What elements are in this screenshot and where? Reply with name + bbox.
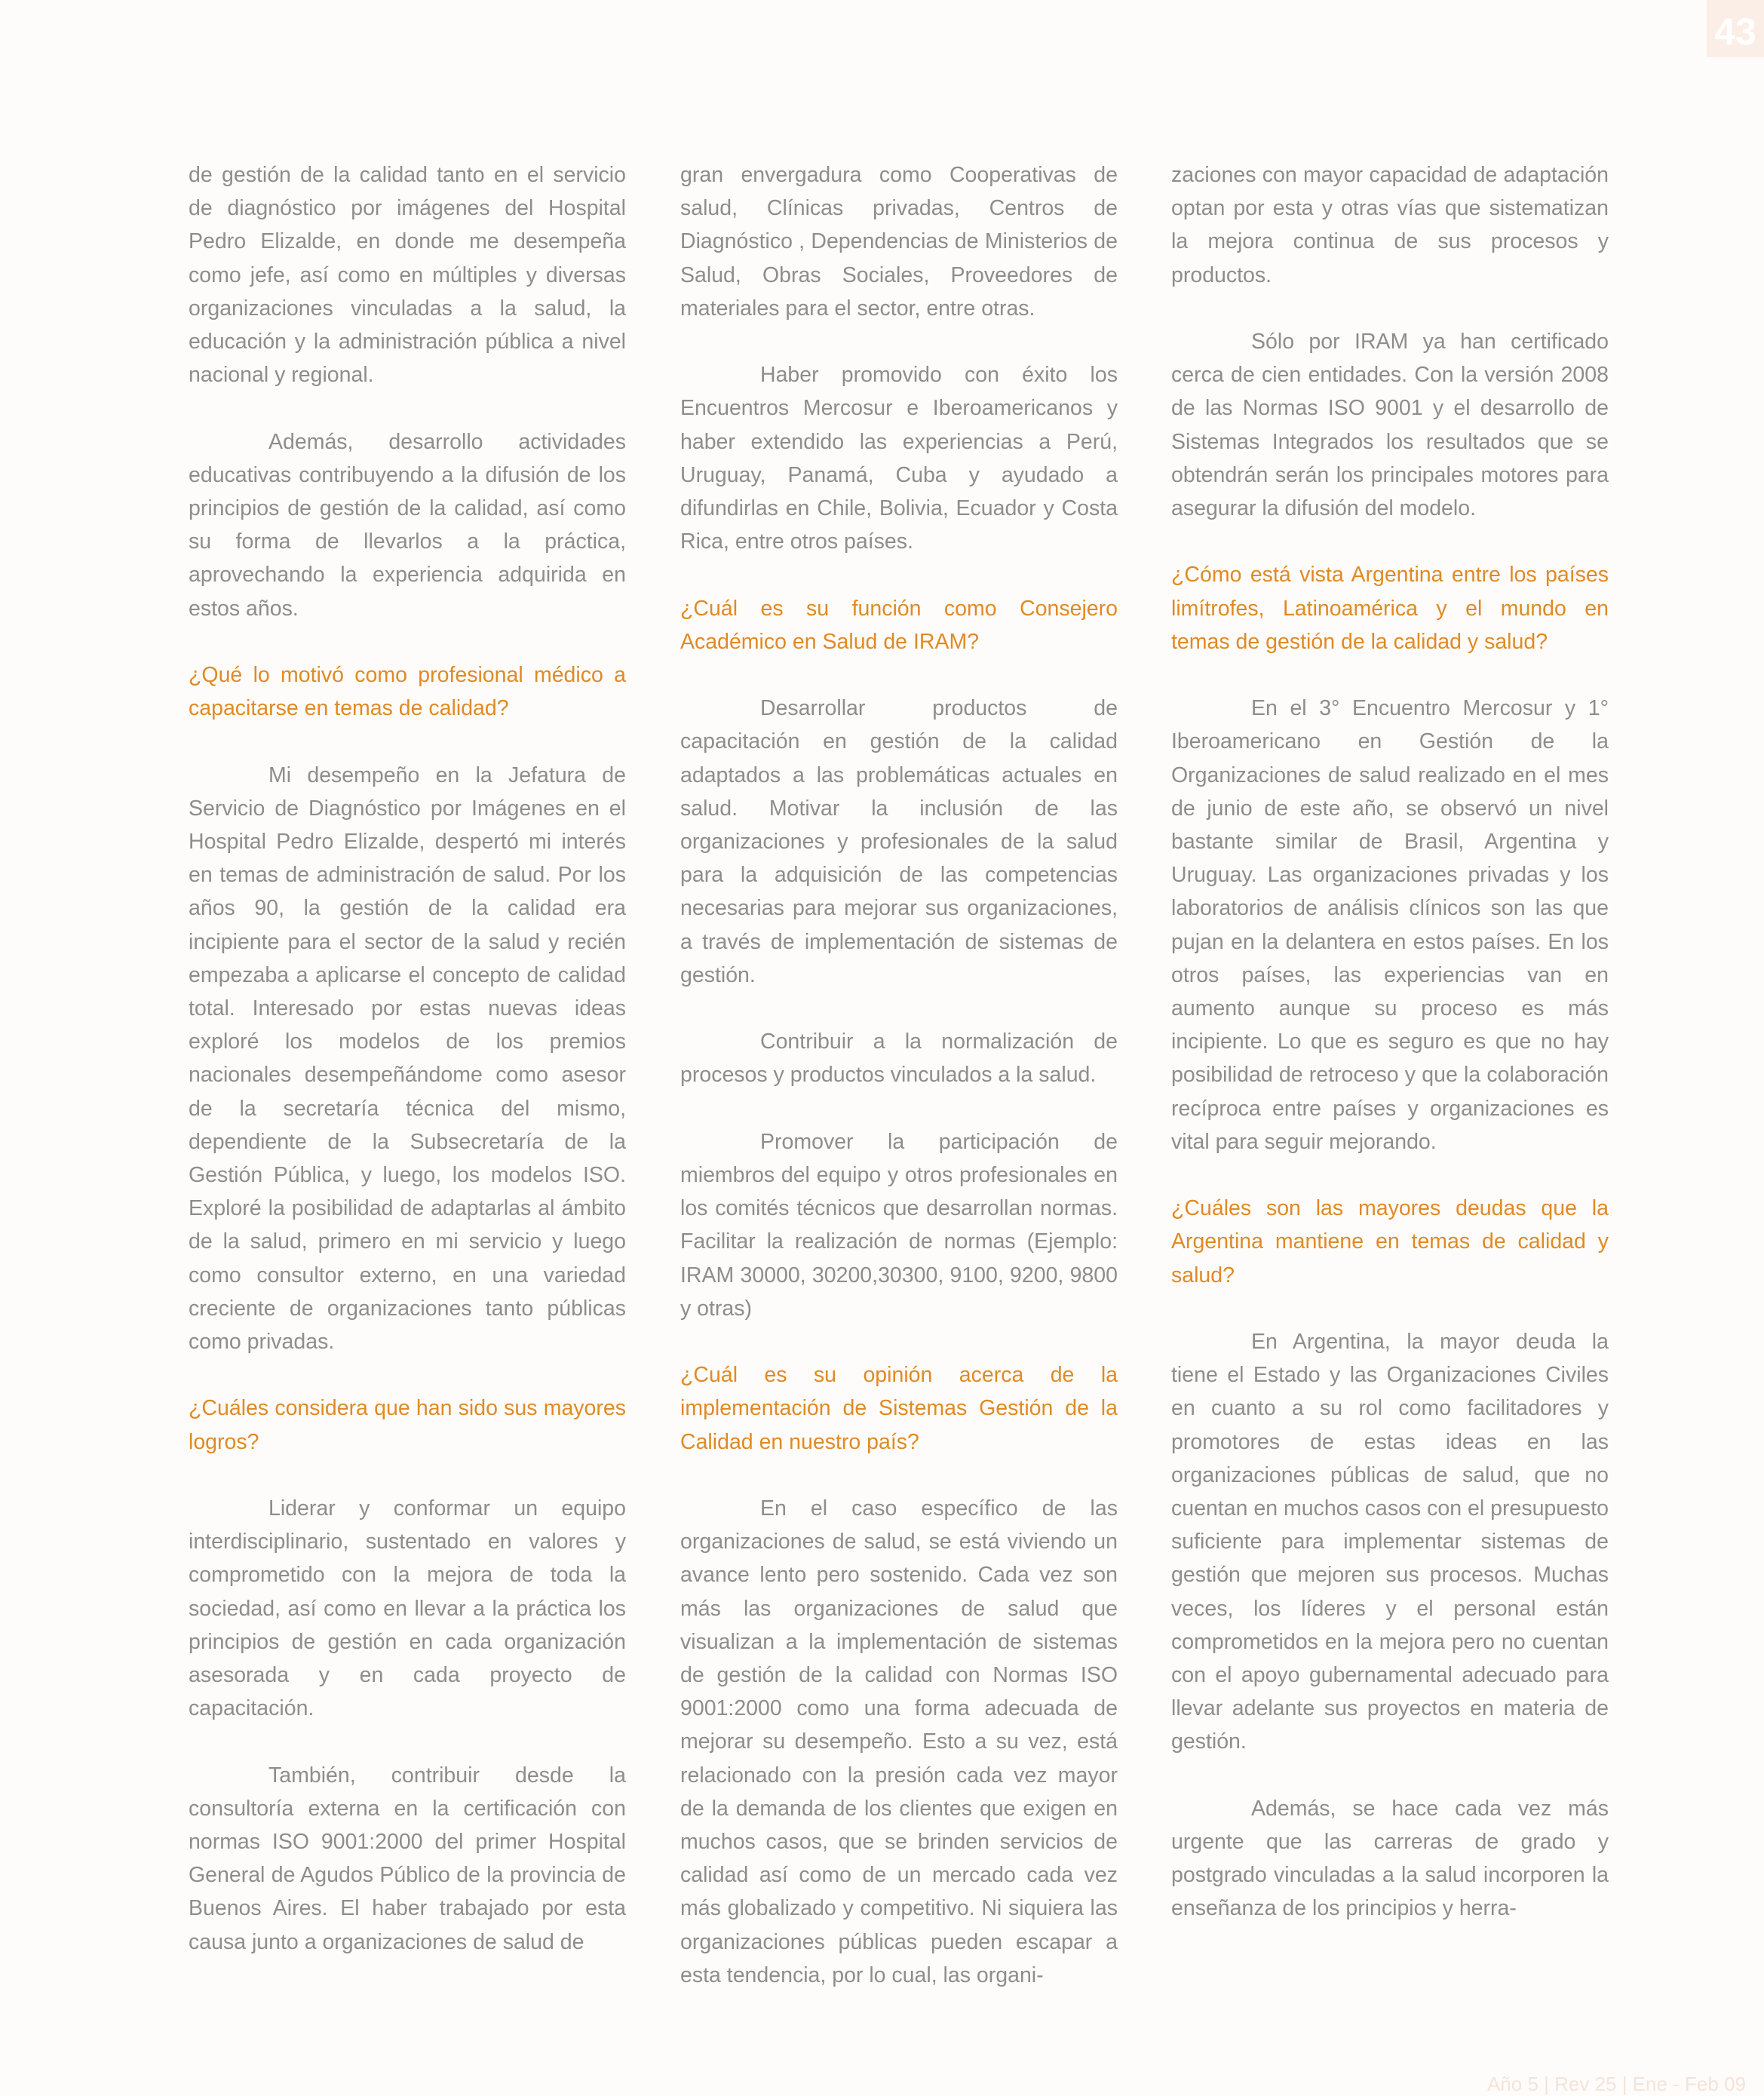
paragraph: Desarrollar productos de capacitación en gestión de la calidad adaptados a las problemáticas actuales en salud. Motivar la inclusión de las organizaciones y profesionales de la salud para la adquisición de las competencias necesarias para mejorar sus organizaciones, a través de implementación de sistemas de gestión.: [680, 696, 1118, 987]
paragraph: Sólo por IRAM ya han certificado cerca de cien entidades. Con la versión 2008 de las Normas ISO 9001 y el desarrollo de Sistemas Integrados los resultados que se obtendrán serán los principales motores para asegurar la difusión del modelo.: [1171, 330, 1609, 521]
paragraph: Haber promovido con éxito los Encuentros Mercosur e Iberoamericanos y haber extendido las experiencias a Perú, Uruguay, Panamá, Cuba y ayudado a difundirlas en Chile, Bolivia, Ecuador y Costa Rica, entre otros países.: [680, 363, 1118, 554]
paragraph: Promover la participación de miembros del equipo y otros profesionales en los comités técnicos que desarrollan normas. Facilitar la realización de normas (Ejemplo: IRAM 30000, 30200,30300, 9100, 9200, 9800 y otras): [680, 1129, 1118, 1321]
page-number: 43: [1707, 0, 1764, 57]
article-column-2: [680, 158, 1118, 2025]
paragraph: zaciones con mayor capacidad de adaptación optan por esta y otras vías que sistematizan la mejora continua de sus procesos y productos.: [1171, 163, 1609, 287]
interview-question: ¿Cuáles considera que han sido sus mayores logros?: [189, 1396, 626, 1454]
issue-footer: Año 5 | Rev 25 | Ene - Feb 09: [1486, 2073, 1746, 2095]
interview-question: ¿Cómo está vista Argentina entre los países limítrofes, Latinoamérica y el mundo en temas de gestión de la calidad y salud?: [1171, 563, 1609, 654]
paragraph: Además, se hace cada vez más urgente que las carreras de grado y postgrado vinculadas a la salud incorporen la enseñanza de los principios y herra-: [1171, 1796, 1609, 1921]
paragraph: gran envergadura como Cooperativas de salud, Clínicas privadas, Centros de Diagnóstico , Dependencias de Ministerios de Salud, Obras Sociales, Proveedores de materiales para el sector, entre otras.: [680, 163, 1118, 321]
paragraph: En el caso específico de las organizaciones de salud, se está viviendo un avance lento pero sostenido. Cada vez son más las organizaciones de salud que visualizan a la implementación de sistemas de gestión de la calidad con Normas ISO 9001:2000 como una forma adecuada de mejorar su desempeño. Esto a su vez, está relacionado con la presión cada vez mayor de la demanda de los clientes que exigen en muchos casos, que se brinden servicios de calidad así como de un mercado cada vez más globalizado y competitivo. Ni siquiera las organizaciones públicas pueden escapar a esta tendencia, por lo cual, las organi-: [680, 1496, 1118, 1987]
paragraph: Contribuir a la normalización de procesos y productos vinculados a la salud.: [680, 1030, 1118, 1088]
paragraph: Liderar y conformar un equipo interdisciplinario, sustentado en valores y comprometido con la mejora de toda la sociedad, así como en llevar a la práctica los principios de gestión en cada organización asesorada y en cada proyecto de capacitación.: [189, 1496, 626, 1721]
interview-question: ¿Qué lo motivó como profesional médico a capacitarse en temas de calidad?: [189, 663, 626, 721]
paragraph: También, contribuir desde la consultoría externa en la certificación con normas ISO 9001:2000 del primer Hospital General de Agudos Público de la provincia de Buenos Aires. El haber trabajado por esta causa junto a organizaciones de salud de: [189, 1763, 626, 1954]
interview-question: ¿Cuál es su opinión acerca de la implementación de Sistemas Gestión de la Calidad en nuestro país?: [680, 1363, 1118, 1454]
paragraph: Mi desempeño en la Jefatura de Servicio de Diagnóstico por Imágenes en el Hospital Pedro Elizalde, despertó mi interés en temas de administración de salud. Por los años 90, la gestión de la calidad era incipiente para el sector de la salud y recién empezaba a aplicarse el concepto de calidad total. Interesado por estas nuevas ideas exploré los modelos de los premios nacionales desempeñándome como asesor de la secretaría técnica del mismo, dependiente de la Subsecretaría de la Gestión Pública, y luego, los modelos ISO. Exploré la posibilidad de adaptarlas al ámbito de la salud, primero en mi servicio y luego como consultor externo, en una variedad creciente de organizaciones tanto públicas como privadas.: [189, 763, 626, 1355]
paragraph: de gestión de la calidad tanto en el servicio de diagnóstico por imágenes del Hospital Pedro Elizalde, en donde me desempeña como jefe, así como en múltiples y diversas organizaciones vinculadas a la salud, la educación y la administración pública a nivel nacional y regional.: [189, 163, 626, 388]
paragraph: Además, desarrollo actividades educativas contribuyendo a la difusión de los principios de gestión de la calidad, así como su forma de llevarlos a la práctica, aprovechando la experiencia adquirida en estos años.: [189, 429, 626, 621]
paragraph: En Argentina, la mayor deuda la tiene el Estado y las Organizaciones Civiles en cuanto a su rol como facilitadores y promotores de estas ideas en las organizaciones públicas de salud, que no cuentan en muchos casos con el presupuesto suficiente para implementar sistemas de gestión que mejoren sus procesos. Muchas veces, los líderes y el personal están comprometidos en la mejora pero no cuentan con el apoyo gubernamental adecuado para llevar adelante sus proyectos en materia de gestión.: [1171, 1330, 1609, 1754]
interview-question: ¿Cuáles son las mayores deudas que la Argentina mantiene en temas de calidad y salud?: [1171, 1196, 1609, 1287]
paragraph: En el 3° Encuentro Mercosur y 1° Iberoamericano en Gestión de la Organizaciones de salud realizado en el mes de junio de este año, se observó un nivel bastante similar de Brasil, Argentina y Uruguay. Las organizaciones privadas y los laboratorios de análisis clínicos son las que pujan en la delantera en estos países. En los otros países, las experiencias van en aumento aunque su proceso es más incipiente. Lo que es seguro es que no hay posibilidad de retroceso y que la colaboración recíproca entre países y organizaciones es vital para seguir mejorando.: [1171, 696, 1609, 1154]
article-column-1: [189, 158, 626, 1992]
interview-question: ¿Cuál es su función como Consejero Académico en Salud de IRAM?: [680, 596, 1118, 654]
article-column-3: [1171, 158, 1609, 1959]
